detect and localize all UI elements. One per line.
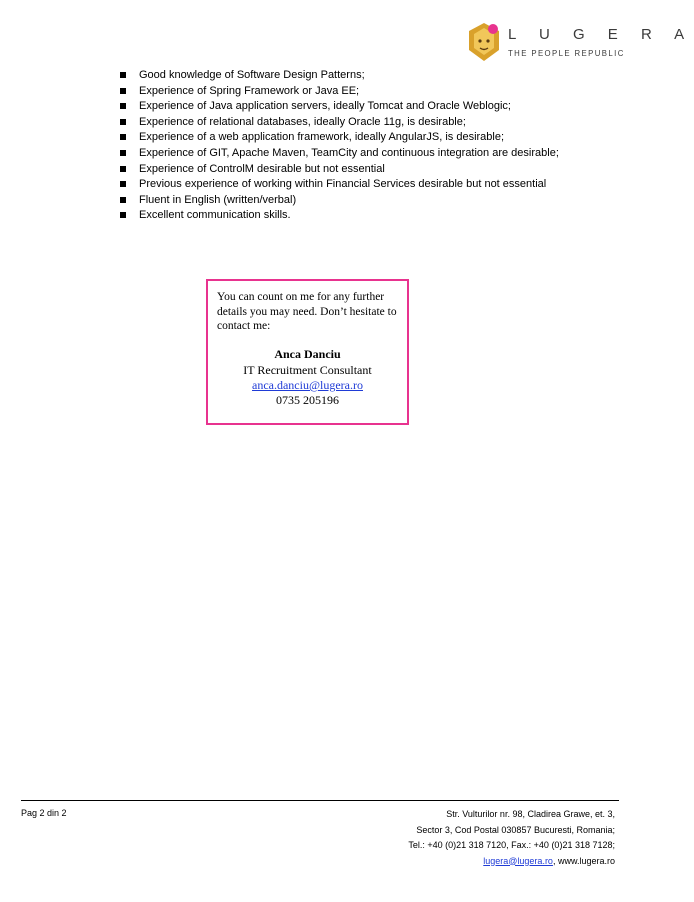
bullet-icon: [120, 134, 126, 140]
list-item-text: Experience of ControlM desirable but not essential: [139, 162, 385, 175]
list-item: [120, 84, 590, 100]
page-number: Pag 2 din 2: [21, 808, 67, 818]
company-address: [295, 807, 615, 869]
contact-intro: You can count on me for any further details you may need. Don’t hesitate to contact me:: [217, 291, 397, 333]
list-item-text: Experience of GIT, Apache Maven, TeamCity and continuous integration are desirable;: [139, 146, 559, 159]
company-logo: [466, 22, 694, 66]
brand-tagline: THE PEOPLE REPUBLIC: [508, 49, 625, 58]
list-item-text: Previous experience of working within Financial Services desirable but not essential: [139, 178, 547, 191]
brand-name: L U G E R A: [508, 26, 694, 43]
bullet-icon: [120, 103, 126, 109]
contact-name: Anca Danciu: [274, 347, 341, 361]
bullet-icon: [120, 119, 126, 125]
list-item-text: Experience of Java application servers, ideally Tomcat and Oracle Weblogic;: [139, 100, 511, 113]
list-item: [120, 68, 590, 84]
footer-divider: [21, 800, 619, 801]
separator: ,: [552, 855, 558, 866]
list-item: [120, 115, 590, 131]
list-item: [120, 193, 590, 209]
bullet-icon: [120, 72, 126, 78]
list-item: [120, 177, 590, 193]
list-item-text: Excellent communication skills.: [139, 209, 291, 222]
requirements-list: [120, 68, 590, 224]
bullet-icon: [120, 181, 126, 187]
web-line: [295, 854, 615, 870]
bullet-icon: [120, 150, 126, 156]
phone-fax-line: Tel.: +40 (0)21 318 7120, Fax.: +40 (0)21 318 7128;: [408, 840, 615, 850]
list-item-text: Fluent in English (written/verbal): [139, 193, 297, 206]
address-line: Str. Vulturilor nr. 98, Cladirea Grawe, et. 3,: [446, 809, 615, 819]
list-item: [120, 146, 559, 162]
list-item: [120, 99, 590, 115]
list-item: [120, 162, 590, 178]
list-item-text: Experience of Spring Framework or Java EE;: [139, 84, 360, 97]
contact-box: [206, 279, 409, 425]
list-item-text: Good knowledge of Software Design Patterns;: [139, 69, 365, 81]
footer-email-link[interactable]: lugera@lugera.ro: [483, 855, 553, 866]
bullet-icon: [120, 166, 126, 172]
contact-role: IT Recruitment Consultant: [243, 363, 372, 377]
lion-icon: [466, 22, 502, 62]
list-item: [120, 208, 590, 224]
list-item-text: Experience of a web application framework, ideally AngularJS, is desirable;: [139, 131, 505, 144]
bullet-icon: [120, 212, 126, 218]
address-line: Sector 3, Cod Postal 030857 Bucuresti, Romania;: [416, 824, 615, 835]
list-item: [120, 130, 590, 146]
bullet-icon: [120, 88, 126, 94]
contact-email-link[interactable]: anca.danciu@lugera.ro: [252, 378, 363, 392]
footer-website[interactable]: www.lugera.ro: [557, 855, 615, 866]
contact-phone: 0735 205196: [276, 393, 339, 407]
list-item-text: Experience of relational databases, ideally Oracle 11g, is desirable;: [139, 115, 466, 128]
bullet-icon: [120, 197, 126, 203]
